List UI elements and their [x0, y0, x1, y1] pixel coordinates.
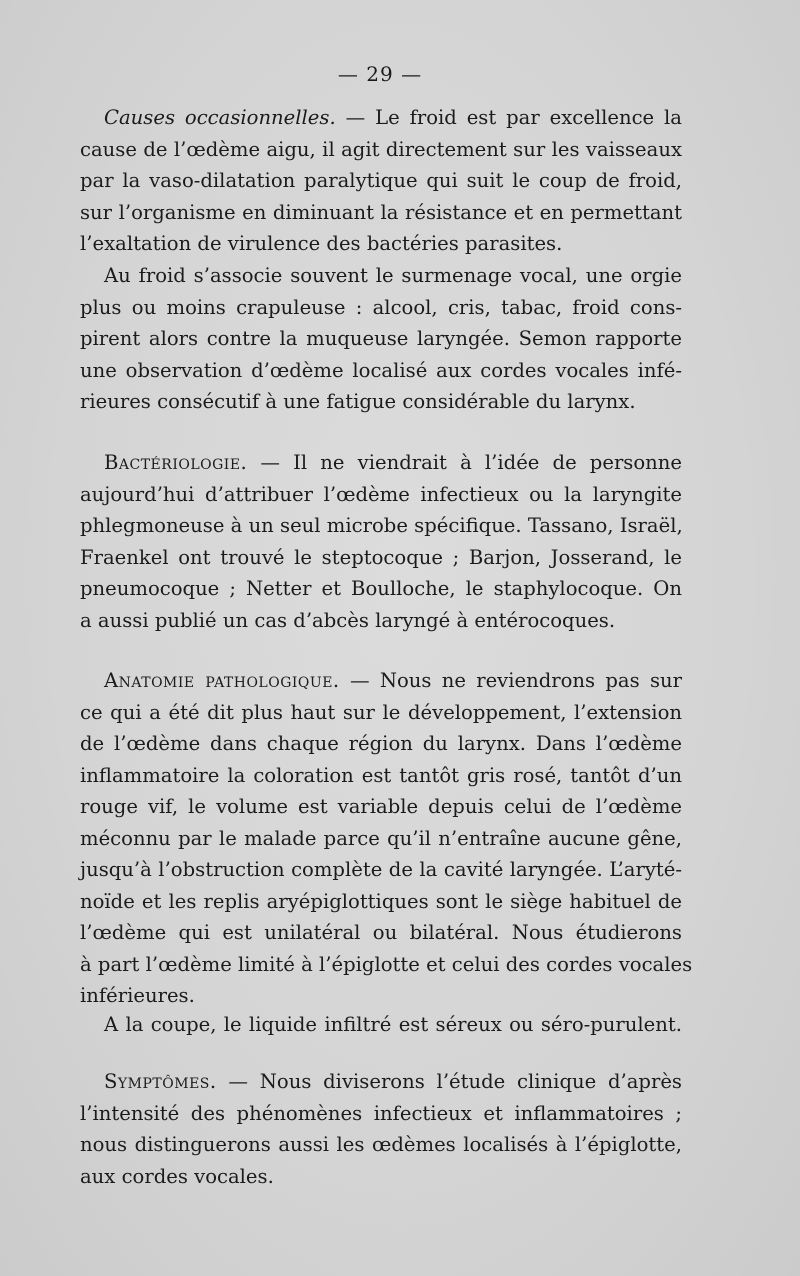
text-line: l’intensité des phénomènes infectieux et inflammatoires ;	[80, 1101, 682, 1125]
text-line: Causes occasionnelles. — Le froid est par excellence la	[104, 106, 682, 129]
text-line: sur l’organisme en diminuant la résistance et en permettant	[80, 200, 682, 224]
text-line: aujourd’hui d’attribuer l’œdème infectieux ou la laryngite	[80, 482, 682, 506]
text-line: pirent alors contre la muqueuse laryngée. Semon rapporte	[80, 327, 682, 350]
text-line: pneumocoque ; Netter et Boulloche, le staphylocoque. On	[80, 577, 682, 600]
text-line: de l’œdème dans chaque région du larynx. Dans l’œdème	[80, 732, 682, 755]
text-line: méconnu par le malade parce qu’il n’entraîne aucune gêne,	[80, 826, 682, 850]
text-line: a aussi publié un cas d’abcès laryngé à entérocoques.	[80, 608, 616, 632]
text-line: aux cordes vocales.	[80, 1164, 274, 1188]
text-line: Anatomie pathologique. — Nous ne reviendrons pas sur	[104, 669, 682, 692]
paragraph-anatomie-pathologique	[80, 665, 693, 1012]
text-line: inflammatoire la coloration est tantôt gris rosé, tantôt d’un	[80, 763, 682, 787]
section-heading-bacteriologie: Bactériologie.	[104, 451, 248, 474]
text-line: une observation d’œdème localisé aux cordes vocales infé-	[80, 358, 682, 382]
text-line: inférieures.	[80, 984, 195, 1007]
section-heading-causes: Causes occasionnelles.	[104, 106, 336, 129]
text-line: par la vaso-dilatation paralytique qui suit le coup de froid,	[80, 169, 682, 192]
text-line: ce qui a été dit plus haut sur le développement, l’extension	[80, 700, 682, 724]
text-line: Au froid s’associe souvent le surmenage vocal, une orgie	[104, 264, 682, 287]
text-line: cause de l’œdème aigu, il agit directement sur les vaisseaux	[80, 137, 682, 161]
text-line: nous distinguerons aussi les œdèmes localisés à l’épiglotte,	[80, 1133, 682, 1156]
text-line: noïde et les replis aryépiglottiques sont le siège habituel de	[80, 889, 682, 913]
text-line: Fraenkel ont trouvé le steptocoque ; Barjon, Josserand, le	[80, 545, 682, 569]
text-line: rieures consécutif à une fatigue considérable du larynx.	[80, 390, 636, 413]
paragraph-symptomes	[80, 1066, 682, 1192]
section-heading-symptomes: Symptômes.	[104, 1070, 217, 1093]
text-line: rouge vif, le volume est variable depuis celui de l’œdème	[80, 795, 682, 818]
paragraph-causes-occasionnelles	[80, 102, 682, 260]
text-line: Bactériologie. — Il ne viendrait à l’idée de personne	[104, 451, 682, 474]
text-line: plus ou moins crapuleuse : alcool, cris, tabac, froid cons-	[80, 295, 682, 319]
text-line: jusqu’à l’obstruction complète de la cavité laryngée. L’aryté-	[80, 858, 682, 881]
text-line: A la coupe, le liquide infiltré est séreux ou séro-purulent.	[104, 1013, 682, 1036]
text-line: l’œdème qui est unilatéral ou bilatéral. Nous étudierons	[80, 921, 682, 944]
section-heading-anatomie: Anatomie pathologique.	[104, 669, 340, 692]
text-line: à part l’œdème limité à l’épiglotte et celui des cordes vocales	[80, 952, 693, 976]
paragraph-froid	[80, 260, 682, 418]
text-line: phlegmoneuse à un seul microbe spécifique. Tassano, Israël,	[80, 514, 683, 537]
page-number: — 29 —	[337, 62, 423, 86]
paragraph-bacteriologie	[80, 447, 682, 636]
paragraph-coupe	[80, 1009, 682, 1041]
text-line: l’exaltation de virulence des bactéries parasites.	[80, 232, 563, 255]
text-line: Symptômes. — Nous diviserons l’étude clinique d’après	[104, 1070, 682, 1093]
